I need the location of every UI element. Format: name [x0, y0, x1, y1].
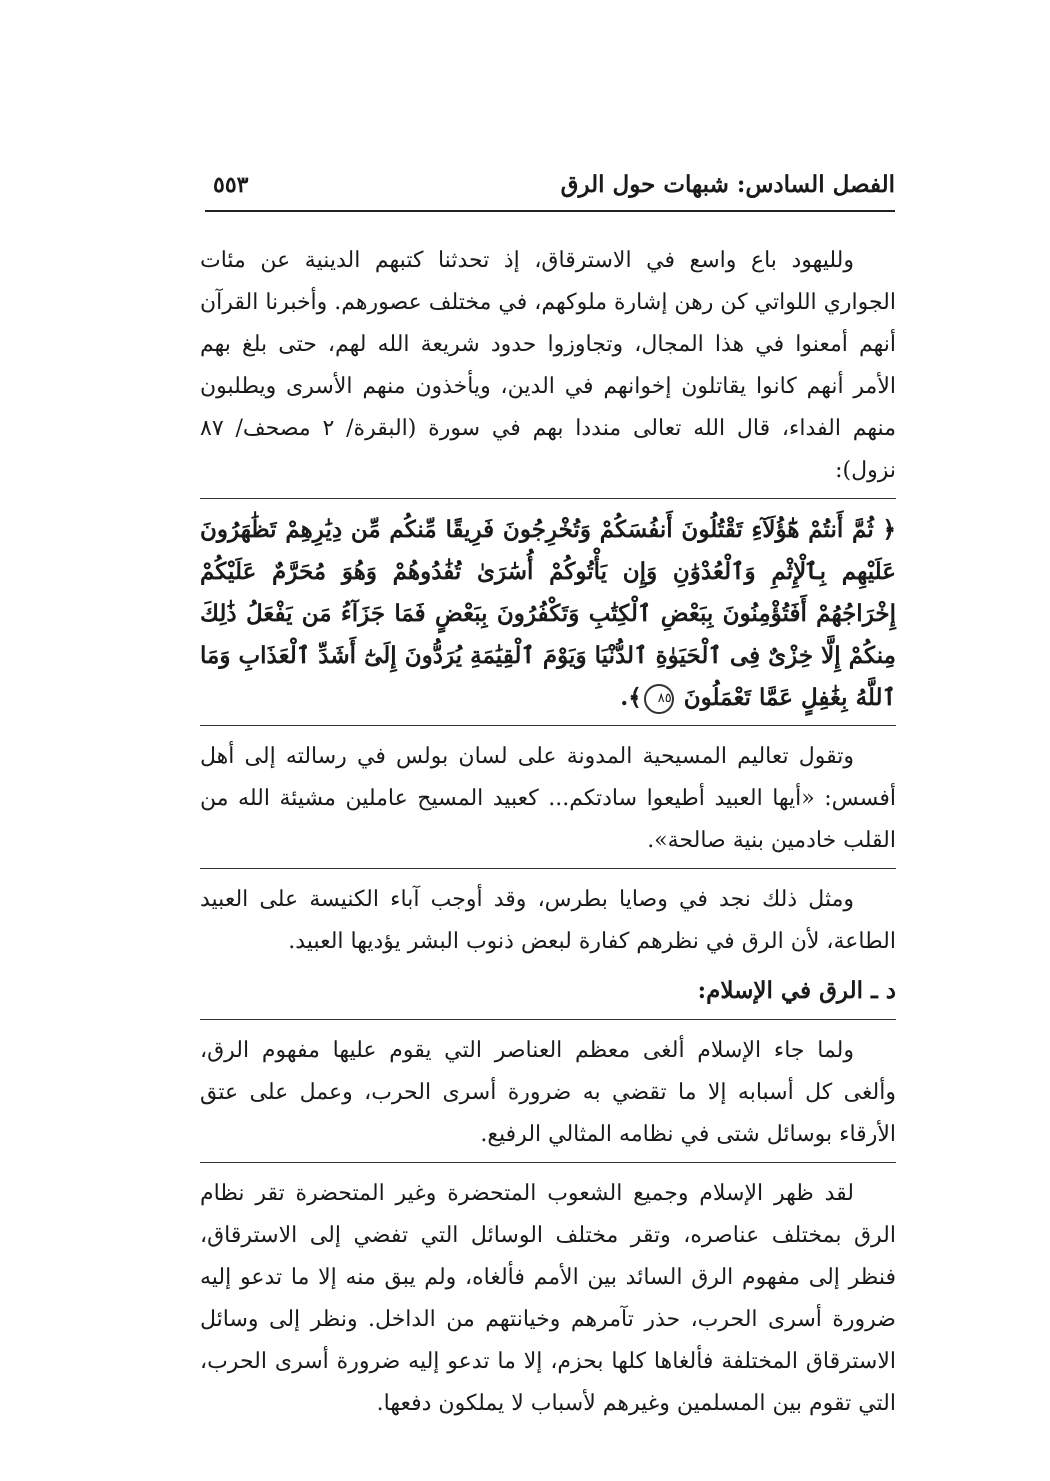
page-number: ٥٥٣	[213, 172, 249, 198]
ayah-number-marker: ٨٥	[644, 684, 674, 714]
paragraph-christian-teachings: وتقول تعاليم المسيحية المدونة على لسان بولس في رسالته إلى أهل أفسس: «أيها العبيد أطيعوا سادتكم... كعبيد المسيح عاملين مشيئة الله من القلب خادمين بنية صالحة».	[200, 744, 896, 853]
quran-verse-text: ﴿ ثُمَّ أَنتُمْ هَٰٓؤُلَآءِ تَقْتُلُونَ أَنفُسَكُمْ وَتُخْرِجُونَ فَرِيقًا مِّنكُم مِّن دِيَٰرِهِمْ تَظَٰهَرُونَ عَلَيْهِم بِٱلْإِثْمِ وَٱلْعُدْوَٰنِ وَإِن يَأْتُوكُمْ أُسَٰرَىٰ تُفَٰدُوهُمْ وَهُوَ مُحَرَّمٌ عَلَيْكُمْ إِخْرَاجُهُمْ أَفَتُؤْمِنُونَ بِبَعْضِ ٱلْكِتَٰبِ وَتَكْفُرُونَ بِبَعْضٍ فَمَا جَزَآءُ مَن يَفْعَلُ ذَٰلِكَ مِنكُمْ إِلَّا خِزْىٌ فِى ٱلْحَيَوٰةِ ٱلدُّنْيَا وَيَوْمَ ٱلْقِيَٰمَةِ يُرَدُّونَ إِلَىٰٓ أَشَدِّ ٱلْعَذَابِ وَمَا ٱللَّهُ بِغَٰفِلٍ عَمَّا تَعْمَلُونَ	[200, 516, 896, 711]
quran-top-rule	[200, 498, 896, 499]
paragraph-peter: ومثل ذلك نجد في وصايا بطرس، وقد أوجب آباء الكنيسة على العبيد الطاعة، لأن الرق في نظرهم كفارة لبعض ذنوب البشر يؤديها العبيد.	[200, 887, 896, 954]
divider-rule-2	[200, 1162, 896, 1163]
header-rule	[205, 210, 895, 212]
running-header	[205, 168, 895, 208]
heading-rule	[200, 1019, 896, 1020]
quran-bottom-rule	[200, 725, 896, 726]
page-body	[200, 240, 896, 1425]
section-heading-islam: د ـ الرق في الإسلام:	[697, 977, 896, 1004]
paragraph-jews-slavery: ولليهود باع واسع في الاسترقاق، إذ تحدثنا كتبهم الدينية عن مئات الجواري اللواتي كن رهن إشارة ملوكهم، في مختلف عصورهم. وأخبرنا القرآن أنهم أمعنوا في هذا المجال، وتجاوزوا حدود شريعة الله لهم، حتى بلغ بهم الأمر أنهم كانوا يقاتلون إخوانهم في الدين، ويأخذون منهم الأسرى ويطلبون منهم الفداء، قال الله تعالى منددا بهم في سورة (البقرة/ ٢ مصحف/ ٨٧ نزول):	[200, 248, 896, 483]
paragraph-islam-appeared: لقد ظهر الإسلام وجميع الشعوب المتحضرة وغير المتحضرة تقر نظام الرق بمختلف عناصره، وتقر مختلف الوسائل التي تفضي إلى الاسترقاق، فنظر إلى مفهوم الرق السائد بين الأمم فألغاه، ولم يبق منه إلا ما تدعو إليه ضرورة أسرى الحرب، حذر تآمرهم وخيانتهم من الداخل. ونظر إلى وسائل الاسترقاق المختلفة فألغاها كلها بحزم، إلا ما تدعو إليه ضرورة أسرى الحرب، التي تقوم بين المسلمين وغيرهم لأسباب لا يملكون دفعها.	[200, 1181, 896, 1416]
quran-verse	[200, 509, 896, 719]
quran-verse-close: ﴾.	[620, 684, 642, 711]
paragraph-islam-abolished: ولما جاء الإسلام ألغى معظم العناصر التي يقوم عليها مفهوم الرق، وألغى كل أسبابه إلا ما تقضي به ضرورة أسرى الحرب، وعمل على عتق الأرقاء بوسائل شتى في نظامه المثالي الرفيع.	[200, 1038, 896, 1147]
chapter-title: الفصل السادس: شبهات حول الرق	[560, 171, 895, 198]
divider-rule	[200, 868, 896, 869]
